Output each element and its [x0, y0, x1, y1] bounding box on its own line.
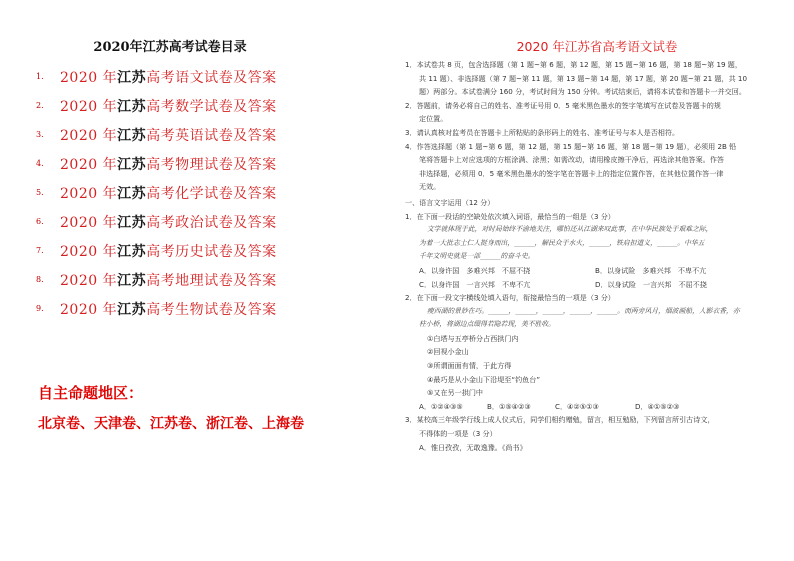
instruction-line: 3．请认真核对监考员在答题卡上所粘贴的条形码上的姓名、准考证号与本人是否相符。 — [405, 127, 680, 137]
instruction-line: 1．本试卷共 8 页，包含选择题（第 1 题~第 6 题，第 12 题，第 15 题~第 16 题，第 18 题~第 19 题， — [405, 60, 742, 69]
toc-item-region: 江苏 — [117, 98, 147, 115]
toc-item-subject: 高考语文试卷及答案 — [146, 69, 277, 86]
toc-item-subject: 高考历史试卷及答案 — [146, 243, 277, 260]
toc-item-year: 2020 年 — [60, 98, 118, 115]
question-passage-line: 文学就体现于此，对时局始终不渝地关注，哪怕还从江湖来叹此事，在中华民族处于艰难之际， — [427, 225, 713, 234]
question-passage-line: 瘦西湖的景妙在巧。______，______，______，______，______。而两旁风月，烟波画船，人影衣香，亦 — [427, 306, 740, 315]
toc-item-label[interactable] — [60, 241, 277, 261]
instruction-line: 题）两部分。本试卷满分 160 分，考试时间为 150 分钟。考试结束后，请将本试卷和答题卡一并交回。 — [419, 87, 746, 97]
question-options — [405, 278, 777, 292]
regions-list: 北京卷、天津卷、江苏卷、浙江卷、上海卷 — [38, 416, 304, 432]
toc-item-subject: 高考政治试卷及答案 — [146, 214, 277, 231]
toc-item-region: 江苏 — [117, 156, 147, 173]
toc-item-label[interactable] — [60, 212, 277, 232]
toc-item[interactable] — [36, 149, 277, 178]
question-stem: 1．在下面一段话的空缺处依次填入词语，最恰当的一组是（3 分） — [405, 211, 615, 221]
toc-title: 2020年江苏高考试卷目录 — [93, 40, 247, 55]
toc-item-subject: 高考物理试卷及答案 — [146, 156, 277, 173]
toc-list — [36, 62, 277, 323]
toc-item-number: 1. — [36, 72, 44, 81]
toc-item[interactable] — [36, 120, 277, 149]
toc-item-number: 8. — [36, 275, 44, 284]
question-item: ④最巧是从小金山下沿堤至“钓鱼台” — [427, 374, 541, 384]
toc-item-region: 江苏 — [117, 185, 147, 202]
toc-item-number: 3. — [36, 130, 44, 139]
toc-item-year: 2020 年 — [60, 127, 118, 144]
question-passage-line: 千年文明史就是一部______的奋斗史。 — [419, 252, 535, 261]
question-item: ①白塔与五亭桥分占西拱门内 — [427, 333, 519, 343]
toc-item-number: 9. — [36, 304, 44, 313]
option-c: C．④②⑤①③ — [555, 401, 599, 411]
question-options — [405, 400, 777, 414]
question-item: ②回视小金山 — [427, 347, 469, 357]
option-d: D．以身试险 一言兴邦 不屈不挠 — [595, 279, 707, 289]
toc-item-region: 江苏 — [117, 214, 147, 231]
question-stem: 3．某校高三年级学行线上成人仪式后，同学们相约赠勉，留言，相互勉励，下列留言所引古诗文， — [405, 415, 715, 425]
question-item: ③所谓面面有情，于此方得 — [427, 361, 512, 371]
option-c: C．以身许国 一言兴邦 不卑不亢 — [419, 279, 531, 289]
toc-item-number: 7. — [36, 246, 44, 255]
toc-item-region: 江苏 — [117, 69, 147, 86]
toc-item-number: 4. — [36, 159, 44, 168]
instruction-line: 共 11 题）、非选择题（第 7 题~第 11 题，第 13 题~第 14 题，第 17 题，第 20 题~第 21 题，共 10 — [419, 73, 747, 83]
question-passage-line: 为着一大批志士仁人挺身而出，______，解民众于水火，______，铁肩担道义，______。中华五 — [419, 238, 705, 247]
toc-item-year: 2020 年 — [60, 69, 118, 86]
regions-title: 自主命题地区： — [38, 384, 144, 402]
toc-item-subject: 高考英语试卷及答案 — [146, 127, 277, 144]
toc-item[interactable] — [36, 91, 277, 120]
toc-item-year: 2020 年 — [60, 272, 118, 289]
toc-item-label[interactable] — [60, 183, 277, 203]
instruction-line: 2．答题前，请务必将自己的姓名、准考证号用 0．5 毫米黑色墨水的签字笔填写在试卷及答题卡的规 — [405, 100, 721, 110]
toc-item-subject: 高考生物试卷及答案 — [146, 301, 277, 318]
toc-item-label[interactable] — [60, 270, 277, 290]
instruction-line: 非选择题，必须用 0．5 毫米黑色墨水的签字笔在答题卡上的指定位置作答，在其他位置作答一律 — [419, 168, 724, 178]
toc-item-region: 江苏 — [117, 272, 147, 289]
section-heading: 一、语言文字运用（12 分） — [405, 197, 495, 207]
toc-item-label[interactable] — [60, 154, 277, 174]
toc-item-label[interactable] — [60, 67, 277, 87]
toc-item[interactable] — [36, 178, 277, 207]
option-b: B．①⑤④②③ — [487, 401, 531, 411]
exam-body — [405, 58, 777, 454]
toc-item-year: 2020 年 — [60, 156, 118, 173]
exam-title: 2020 年江苏省高考语文试卷 — [516, 39, 678, 54]
toc-item-subject: 高考化学试卷及答案 — [146, 185, 277, 202]
toc-item-year: 2020 年 — [60, 301, 118, 318]
toc-item-subject: 高考数学试卷及答案 — [146, 98, 277, 115]
option-b: B．以身试险 多难兴邦 不卑不亢 — [595, 265, 707, 275]
instruction-line: 笔将答题卡上对应选项的方框涂满、涂黑；如需改动，请用橡皮擦干净后，再选涂其他答案。作答 — [419, 155, 725, 165]
toc-item-number: 6. — [36, 217, 44, 226]
option-a: A．惟日孜孜，无敢逸豫。《尚书》 — [419, 442, 527, 452]
question-passage-line: 柱小桥，将湖边点缀得若隐若现，美不胜收。 — [419, 320, 555, 329]
toc-item-label[interactable] — [60, 96, 277, 116]
toc-item[interactable] — [36, 207, 277, 236]
option-a: A．①②④③⑤ — [419, 401, 463, 411]
toc-item[interactable] — [36, 236, 277, 265]
toc-item-subject: 高考地理试卷及答案 — [146, 272, 277, 289]
option-a: A．以身许国 多难兴邦 不屈不挠 — [419, 265, 531, 275]
toc-item-region: 江苏 — [117, 301, 147, 318]
instruction-line: 定位置。 — [419, 114, 448, 124]
toc-item-year: 2020 年 — [60, 214, 118, 231]
question-item: ⑤又在另一拱门中 — [427, 388, 484, 398]
question-stem: 2．在下面一段文字横线处填入语句，衔接最恰当的一项是（3 分） — [405, 293, 615, 303]
option-d: D．④①⑤②③ — [635, 401, 680, 411]
toc-item-label[interactable] — [60, 125, 277, 145]
exam-page — [400, 0, 794, 561]
toc-item-region: 江苏 — [117, 127, 147, 144]
question-options — [405, 264, 777, 278]
toc-item-label[interactable] — [60, 299, 277, 319]
toc-item-region: 江苏 — [117, 243, 147, 260]
toc-item-year: 2020 年 — [60, 243, 118, 260]
question-stem-cont: 不得体的一项是（3 分） — [419, 429, 497, 439]
toc-item-number: 2. — [36, 101, 44, 110]
toc-item-year: 2020 年 — [60, 185, 118, 202]
toc-item[interactable] — [36, 62, 277, 91]
toc-item-number: 5. — [36, 188, 44, 197]
instruction-line: 无效。 — [419, 182, 441, 192]
toc-item[interactable] — [36, 294, 277, 323]
instruction-line: 4．作答选择题（第 1 题~第 6 题，第 12 题，第 15 题~第 16 题，第 18 题~第 19 题），必须用 2B 铅 — [405, 141, 737, 151]
toc-item[interactable] — [36, 265, 277, 294]
